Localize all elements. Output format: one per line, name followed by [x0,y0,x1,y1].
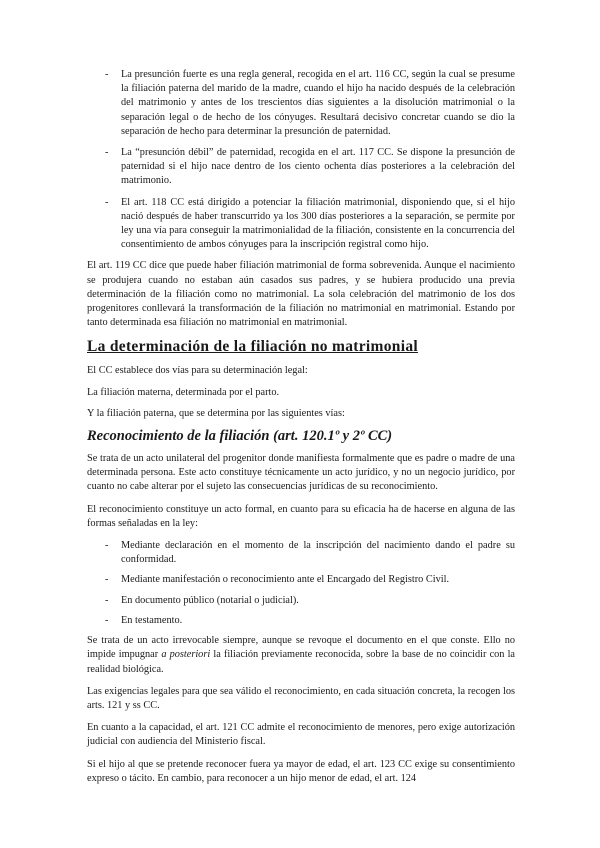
mayor-edad-paragraph: Si el hijo al que se pretende reconocer fuera ya mayor de edad, el art. 123 CC exige su consentimiento expreso o tácito. En cambio, para reconocer a un hijo menor de edad, el art. 124 [87,758,515,784]
presuncion-fuerte-text: La presunción fuerte es una regla general, recogida en el art. 116 CC, según la cual se presume la filiación paterna del marido de la madre, cuando el hijo ha nacido después de la celebración del matrimonio y antes de los trescientos días siguientes a la disolución matrimonial o la separación legal o de hecho de los cónyuges. Resultará decisivo concretar cuando se dio la separación de hecho para determinar la presunción de paternidad. [121,69,515,137]
formas-reconocimiento-list [87,539,515,628]
section-heading-no-matrimonial: La determinación de la filiación no matrimonial [87,338,418,356]
bullet-dash: - [105,196,109,208]
a-posteriori-emphasis: a posteriori [161,649,211,661]
forma-registro-civil-text: Mediante manifestación o reconocimiento ante el Encargado del Registro Civil. [121,574,450,586]
irrevocable-paragraph [87,634,515,677]
capacidad-paragraph: En cuanto a la capacidad, el art. 121 CC admite el reconocimiento de menores, pero exige autorización judicial con audiencia del Ministerio fiscal. [87,722,515,748]
forma-documento-publico-text: En documento público (notarial o judicial). [121,594,299,606]
filiacion-materna-paragraph: La filiación materna, determinada por el parto. [87,386,280,398]
document-page [87,68,515,794]
list-item [87,614,515,628]
list-item [87,146,515,189]
list-item [87,573,515,587]
bullet-dash: - [105,147,109,159]
list-item [87,539,515,567]
art-118-text: El art. 118 CC está dirigido a potenciar la filiación matrimonial, disponiendo que, si el hijo nació después de haber transcurrido ya los 300 días posteriores a la separación, se permite por ley una vía para conseguir la matrimonialidad de la filiación, consistente en la concurrencia del consentimiento de ambos cónyuges para la inscripción registral como hijo. [121,196,515,251]
section-heading-reconocimiento: Reconocimiento de la filiación (art. 120.1º y 2º CC) [87,428,393,445]
presuncion-debil-text: La “presunción débil” de paternidad, recogida en el art. 117 CC. Se dispone la presunción de paternidad si el hijo nace dentro de los ciento ochenta días posteriores a la celebración del matrimonio. [121,147,515,187]
presunciones-list [87,68,515,252]
list-item [87,594,515,608]
bullet-dash: - [105,594,109,606]
acto-unilateral-paragraph: Se trata de un acto unilateral del progenitor donde manifiesta formalmente que es padre o madre de una determinada persona. Este acto constituye técnicamente un acto jurídico, y no un negocio jurídico, por cuanto no cabe alterar por el sujeto las consecuencias jurídicas de su reconocimiento. [87,453,515,493]
forma-inscripcion-text: Mediante declaración en el momento de la inscripción del nacimiento dando el padre su conformidad. [121,540,515,566]
bullet-dash: - [105,614,109,626]
exigencias-paragraph: Las exigencias legales para que sea válido el reconocimiento, en cada situación concreta, la recogen los arts. 121 y ss CC. [87,685,515,711]
forma-testamento-text: En testamento. [121,614,183,626]
list-item [87,196,515,253]
bullet-dash: - [105,540,109,552]
art-119-paragraph: El art. 119 CC dice que puede haber filiación matrimonial de forma sobrevenida. Aunque el nacimiento se produjera cuando no estaban aún casados sus padres, y se hubiera producido una previa determinación de la filiación como no matrimonial. La sola celebración del matrimonio de los dos progenitores conllevará la transformación de la filiación no matrimonial en matrimonial. Estando por tanto determinada esa filiación no matrimonial en matrimonial. [87,260,515,329]
acto-formal-paragraph: El reconocimiento constituye un acto formal, en cuanto para su eficacia ha de hacerse en alguna de las formas señaladas en la ley: [87,503,515,529]
dos-vias-paragraph: El CC establece dos vías para su determinación legal: [87,365,308,377]
bullet-dash: - [105,69,109,80]
irrevocable-text-a: Se trata de un acto irrevocable siempre, aunque se revoque el documento en el que conste. Ello no impide impugnar [87,635,515,661]
filiacion-paterna-paragraph: Y la filiación paterna, que se determina por las siguientes vías: [87,407,345,419]
list-item [87,68,515,139]
bullet-dash: - [105,574,109,586]
irrevocable-text-b: la filiación previamente reconocida, sobre la base de no coincidir con la realidad biológica. [87,649,516,675]
